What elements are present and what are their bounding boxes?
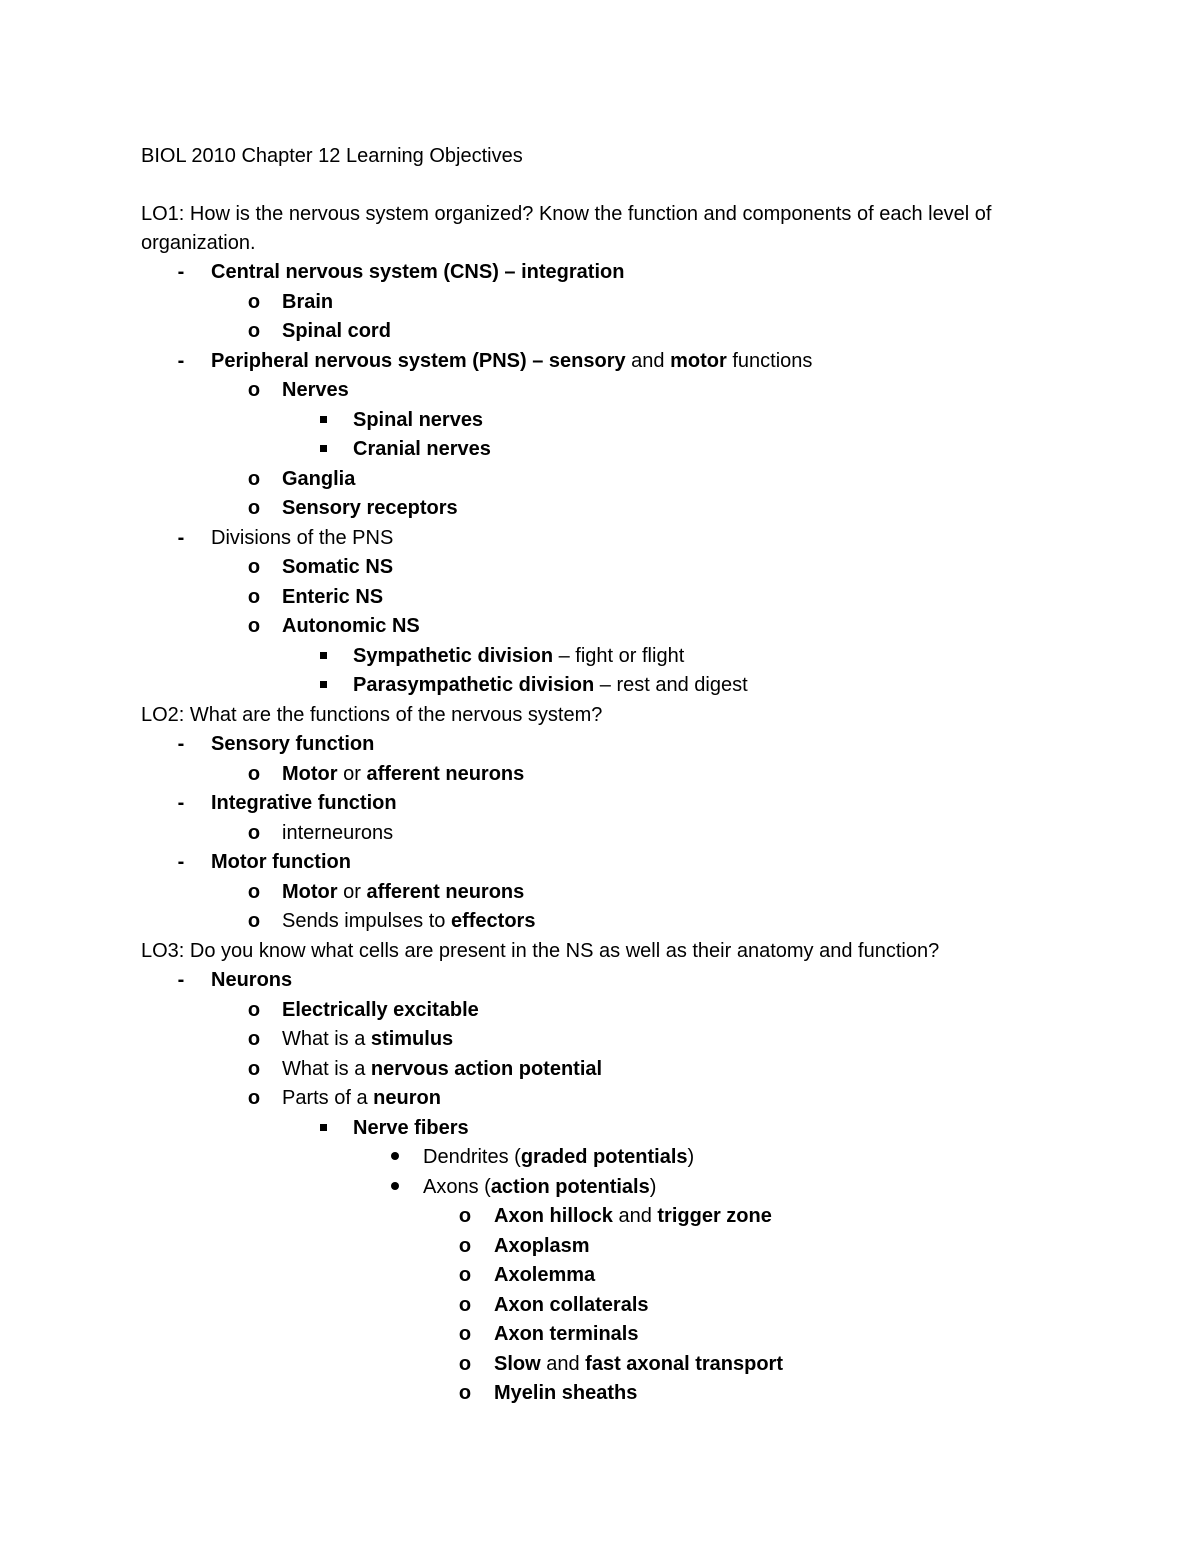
square-bullet xyxy=(313,435,333,465)
square-bullet xyxy=(313,671,333,701)
plain-text: ) xyxy=(687,1146,695,1168)
circle-bullet: o xyxy=(247,1028,261,1050)
square-bullet xyxy=(313,1114,333,1144)
bold-text: afferent neurons xyxy=(366,880,525,903)
dash-bullet: - xyxy=(177,851,185,873)
plain-text: What is a xyxy=(282,1028,371,1050)
document-title: BIOL 2010 Chapter 12 Learning Objectives xyxy=(141,145,523,167)
lo1-question: LO1: How is the nervous system organized? Know the function and components of each level of organization. xyxy=(141,203,992,254)
dash-bullet: - xyxy=(177,349,185,372)
item-text: Cranial nerves xyxy=(353,438,491,460)
list-item xyxy=(141,1114,1101,1144)
list-item xyxy=(141,1291,1101,1321)
item-text: Integrative function xyxy=(211,792,397,814)
plain-text: or xyxy=(337,762,367,785)
plain-text: Sends impulses to xyxy=(282,910,451,932)
item-text: Neurons xyxy=(211,969,293,991)
circle-bullet: o xyxy=(247,910,261,932)
item-text: Sensory receptors xyxy=(282,497,458,519)
list-item xyxy=(141,347,1101,377)
lo3-question: LO3: Do you know what cells are present in the NS as well as their anatomy and function? xyxy=(141,939,940,962)
list-item xyxy=(141,730,1101,760)
plain-text: ) xyxy=(649,1175,657,1198)
circle-bullet: o xyxy=(458,1205,472,1227)
item-text: Axon collaterals xyxy=(494,1293,649,1316)
dash-bullet: - xyxy=(177,792,185,814)
circle-bullet: o xyxy=(458,1293,472,1316)
list-item xyxy=(141,258,1101,288)
list-item xyxy=(141,524,1101,554)
circle-bullet: o xyxy=(458,1323,472,1345)
item-text: Enteric NS xyxy=(282,585,384,608)
bold-text: Sympathetic division xyxy=(353,644,554,667)
item-text: Spinal nerves xyxy=(353,408,484,431)
item-text: Brain xyxy=(282,290,334,313)
list-item xyxy=(141,1025,1101,1055)
dash-bullet: - xyxy=(177,261,185,283)
item-text: Sensory function xyxy=(211,733,375,755)
item-text xyxy=(353,642,684,672)
bold-text: Peripheral nervous system (PNS) – sensory xyxy=(211,349,626,372)
list-item xyxy=(141,376,1101,406)
item-text xyxy=(282,1084,441,1114)
list-item xyxy=(141,966,1101,996)
list-item xyxy=(141,583,1101,613)
list-item xyxy=(141,1143,1101,1173)
list-item xyxy=(141,642,1101,672)
item-text xyxy=(494,1350,783,1380)
list-item xyxy=(141,317,1101,347)
circle-bullet: o xyxy=(458,1352,472,1375)
item-text: Axoplasm xyxy=(494,1234,590,1257)
list-item xyxy=(141,789,1101,819)
circle-bullet: o xyxy=(458,1264,472,1286)
item-text xyxy=(282,760,524,790)
document-page xyxy=(141,142,1101,1409)
list-item xyxy=(141,1379,1101,1409)
bold-text: Axon hillock xyxy=(494,1205,613,1227)
dot-bullet xyxy=(385,1173,405,1203)
bold-text: stimulus xyxy=(370,1028,454,1050)
bold-text: Motor xyxy=(282,880,338,903)
circle-bullet: o xyxy=(247,998,261,1021)
plain-text: and xyxy=(625,349,671,372)
circle-bullet: o xyxy=(247,880,261,903)
item-text: Ganglia xyxy=(282,467,356,490)
plain-text: Parts of a xyxy=(282,1087,374,1109)
item-text: Central nervous system (CNS) – integration xyxy=(211,261,625,283)
item-text xyxy=(282,907,535,937)
plain-text: Axons ( xyxy=(423,1175,491,1198)
lo2-question: LO2: What are the functions of the nervous system? xyxy=(141,703,603,726)
plain-text: and xyxy=(612,1205,658,1227)
circle-bullet: o xyxy=(247,1057,261,1080)
circle-bullet: o xyxy=(458,1234,472,1257)
bold-text: effectors xyxy=(450,910,536,932)
list-item xyxy=(141,406,1101,436)
list-item xyxy=(141,435,1101,465)
bold-text: fast axonal transport xyxy=(585,1352,783,1375)
item-text xyxy=(282,1025,453,1055)
item-text: Axolemma xyxy=(494,1264,596,1286)
list-item xyxy=(141,288,1101,318)
list-item xyxy=(141,465,1101,495)
plain-text: and xyxy=(540,1352,586,1375)
list-item xyxy=(141,1173,1101,1203)
list-item xyxy=(141,1084,1101,1114)
item-text: Electrically excitable xyxy=(282,998,479,1021)
list-item xyxy=(141,1202,1101,1232)
list-item xyxy=(141,671,1101,701)
list-item xyxy=(141,996,1101,1026)
item-text: Divisions of the PNS xyxy=(211,526,394,549)
list-item xyxy=(141,553,1101,583)
plain-text: – rest and digest xyxy=(594,674,748,696)
item-text: Myelin sheaths xyxy=(494,1382,638,1404)
circle-bullet: o xyxy=(247,585,261,608)
circle-bullet: o xyxy=(247,762,261,785)
item-text: Nerve fibers xyxy=(353,1116,469,1139)
item-text xyxy=(423,1173,656,1203)
list-item xyxy=(141,1232,1101,1262)
list-item xyxy=(141,612,1101,642)
list-item xyxy=(141,878,1101,908)
circle-bullet: o xyxy=(247,467,261,490)
circle-bullet: o xyxy=(247,320,261,342)
item-text xyxy=(494,1202,772,1232)
item-text: Autonomic NS xyxy=(282,615,420,637)
plain-text: What is a xyxy=(282,1057,371,1080)
circle-bullet: o xyxy=(247,615,261,637)
list-item xyxy=(141,1320,1101,1350)
circle-bullet: o xyxy=(247,556,261,578)
bold-text: Parasympathetic division xyxy=(353,674,595,696)
bold-text: neuron xyxy=(373,1087,441,1109)
list-item xyxy=(141,1055,1101,1085)
bold-text: nervous action potential xyxy=(370,1057,603,1080)
dash-bullet: - xyxy=(177,526,185,549)
circle-bullet: o xyxy=(247,1087,261,1109)
item-text: Spinal cord xyxy=(282,320,391,342)
circle-bullet: o xyxy=(458,1382,472,1404)
item-text: Axon terminals xyxy=(494,1323,639,1345)
circle-bullet: o xyxy=(247,497,261,519)
dot-bullet xyxy=(385,1143,405,1173)
bold-text: trigger zone xyxy=(657,1205,772,1227)
square-bullet xyxy=(313,406,333,436)
square-bullet xyxy=(313,642,333,672)
item-text xyxy=(282,1055,602,1085)
bold-text: Slow xyxy=(494,1352,541,1375)
item-text: Motor function xyxy=(211,851,351,873)
dash-bullet: - xyxy=(177,733,185,755)
list-item xyxy=(141,1261,1101,1291)
list-item xyxy=(141,848,1101,878)
plain-text: Dendrites ( xyxy=(423,1146,521,1168)
bold-text: action potentials xyxy=(490,1175,650,1198)
dash-bullet: - xyxy=(177,969,185,991)
item-text: Nerves xyxy=(282,379,349,401)
plain-text: functions xyxy=(726,349,813,372)
plain-text: or xyxy=(337,880,367,903)
item-text xyxy=(353,671,748,701)
item-text xyxy=(423,1143,694,1173)
circle-bullet: o xyxy=(247,290,261,313)
circle-bullet: o xyxy=(247,821,261,844)
list-item xyxy=(141,494,1101,524)
list-item xyxy=(141,819,1101,849)
item-text xyxy=(282,878,524,908)
bold-text: Motor xyxy=(282,762,338,785)
item-text: interneurons xyxy=(282,821,394,844)
item-text xyxy=(211,347,812,377)
bold-text: graded potentials xyxy=(520,1146,688,1168)
item-text: Somatic NS xyxy=(282,556,394,578)
bold-text: afferent neurons xyxy=(366,762,525,785)
list-item xyxy=(141,907,1101,937)
circle-bullet: o xyxy=(247,379,261,401)
bold-text: motor xyxy=(670,349,727,372)
list-item xyxy=(141,760,1101,790)
plain-text: – fight or flight xyxy=(553,644,685,667)
list-item xyxy=(141,1350,1101,1380)
